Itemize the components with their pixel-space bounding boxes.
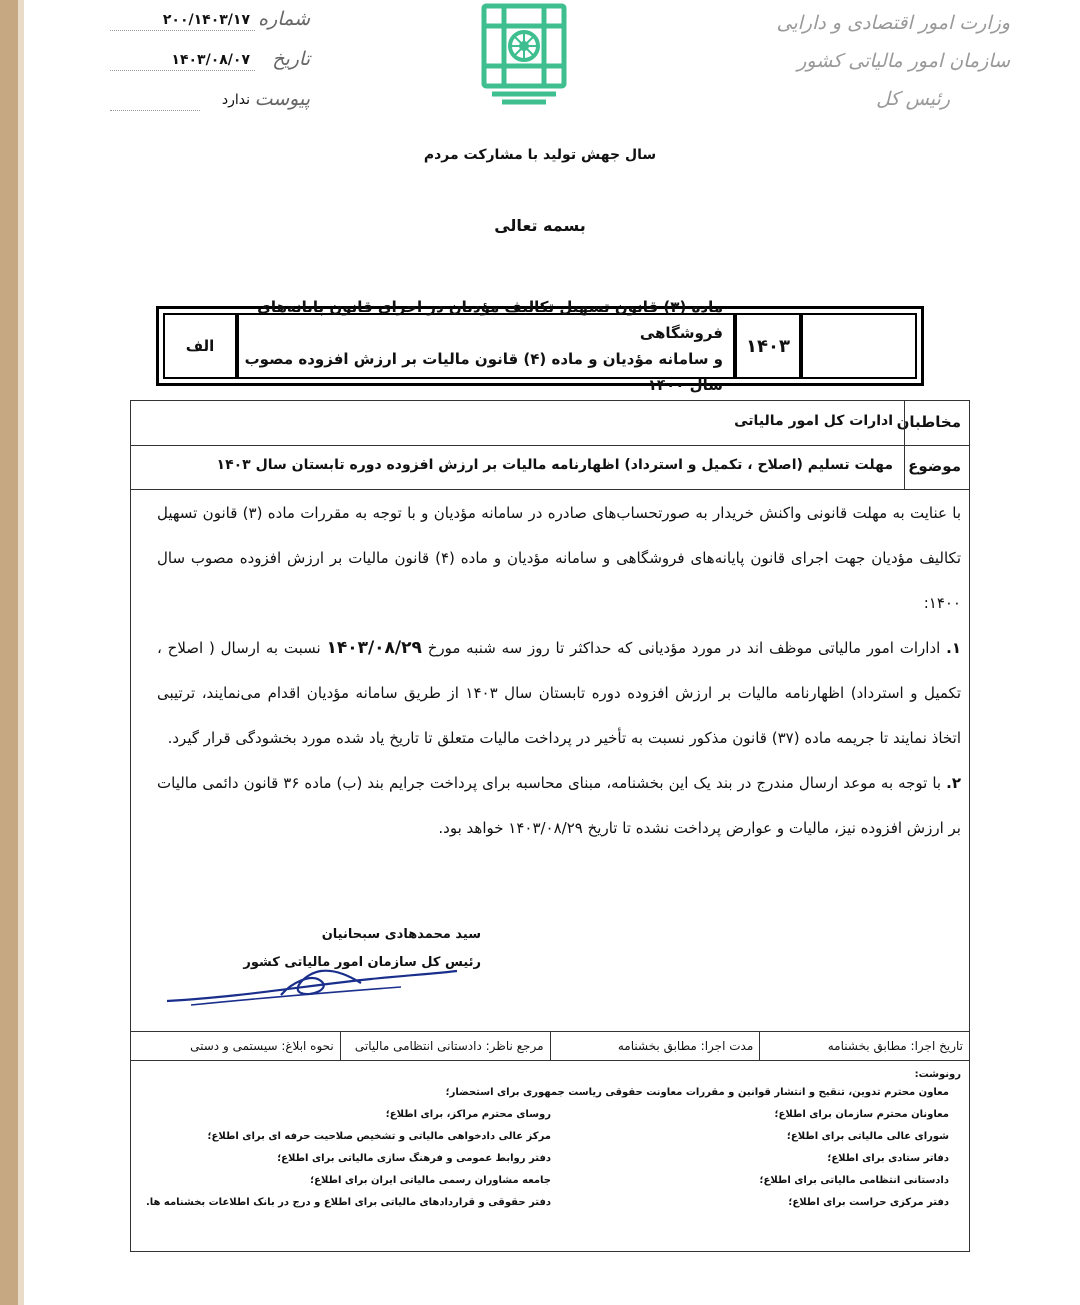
item-2-number: ۲.	[946, 774, 961, 792]
ministry-line: وزارت امور اقتصادی و دارایی	[776, 12, 1010, 34]
title-code: الف	[185, 337, 215, 355]
copy-recipient: دفاتر ستادی برای اطلاع؛	[827, 1153, 949, 1164]
letter-attachment-value: ندارد	[221, 92, 250, 108]
letter-date-label: تاریخ	[272, 48, 310, 70]
dotted-line	[110, 30, 255, 31]
subject-value: مهلت تسلیم (اصلاح ، تکمیل و استرداد) اظهارنامه مالیات بر ارزش افزوده دوره تابستان سال ۱۴۰۳	[216, 457, 893, 473]
copy-recipient: دفتر روابط عمومی و فرهنگ سازی مالیاتی برای اطلاع؛	[277, 1153, 551, 1164]
dotted-line	[110, 110, 200, 111]
copies-title: رونوشت:	[914, 1069, 961, 1080]
handwritten-signature-icon	[161, 943, 461, 1009]
copy-recipient: معاونان محترم سازمان برای اطلاع؛	[774, 1109, 949, 1120]
letter-number-row	[110, 8, 310, 48]
year-slogan: سال جهش تولید با مشارکت مردم	[423, 147, 657, 163]
item-1	[157, 626, 961, 761]
item-1-number: ۱.	[946, 639, 961, 657]
office-line: رئیس کل	[876, 88, 950, 110]
copy-recipient: معاون محترم تدوین، تنقیح و انتشار قوانین و مقررات معاونت حقوقی ریاست جمهوری برای استحضار؛	[445, 1087, 949, 1098]
item-1-text-b: نسبت به ارسال ( اصلاح ، تکمیل و استرداد) اظهارنامه مالیات بر ارزش افزوده دوره تابستان سال ۱۴۰۳ از طریق سامانه مؤدیان اقدام می‌نمایند، ترتیبی اتخاذ نمایند تا جریمه ماده (۳۷) قانون مذکور نسبت به تأخیر در پرداخت مالیات متعلق تا تاریخ یاد شده مورد بخشودگی قرار گیرد.	[157, 639, 961, 747]
signatory-title: رئیس کل سازمان امور مالیاتی کشور	[243, 955, 481, 970]
recipients-label: مخاطبان	[896, 413, 961, 431]
subject-row	[131, 445, 969, 490]
letter-attachment-row	[110, 88, 310, 128]
deadline-date: ۱۴۰۳/۰۸/۲۹	[326, 638, 422, 658]
title-text-line2: و سامانه مؤدیان و ماده (۴) قانون مالیات بر ارزش افزوده مصوب سال ۱۴۰۰	[244, 350, 723, 394]
cell-divider	[904, 401, 905, 445]
recipients-value: ادارات کل امور مالیاتی	[734, 413, 893, 429]
copy-recipient: مرکز عالی دادخواهی مالیاتی و تشخیص صلاحیت حرفه ای برای اطلاع؛	[207, 1131, 551, 1142]
subject-label: موضوع	[908, 457, 961, 475]
intro-paragraph: با عنایت به مهلت قانونی واکنش خریدار به صورتحساب‌های صادره در سامانه مؤدیان و با توجه به مقررات ماده (۳) قانون تسهیل تکالیف مؤدیان جهت اجرای قانون پایانه‌های فروشگاهی و سامانه مؤدیان و ماده (۴) قانون مالیات بر ارزش افزوده مصوب سال ۱۴۰۰:	[157, 504, 961, 612]
copy-recipient: جامعه مشاوران رسمی مالیاتی ایران برای اطلاع؛	[310, 1175, 551, 1186]
item-2-text: با توجه به موعد ارسال مندرج در بند یک این بخشنامه، مبنای محاسبه برای پرداخت جرایم بند (ب) ماده ۳۶ قانون دائمی مالیات بر ارزش افزوده نیز، مالیات و عوارض پرداخت نشده تا تاریخ ۱۴۰۳/۰۸/۲۹ خواهد بود.	[157, 774, 961, 837]
circular-body-box	[130, 400, 970, 1252]
title-blank-cell	[799, 315, 915, 377]
letter-number-value: ۲۰۰/۱۴۰۳/۱۷	[162, 12, 250, 28]
scan-edge-inner	[18, 0, 24, 1305]
copy-recipient: روسای محترم مراکز، برای اطلاع؛	[385, 1109, 551, 1120]
copy-recipient: شورای عالی مالیاتی برای اطلاع؛	[786, 1131, 949, 1142]
supervising-authority: مرجع ناظر: دادستانی انتظامی مالیاتی	[340, 1032, 550, 1060]
cell-divider	[904, 445, 905, 489]
organization-line: سازمان امور مالیاتی کشور	[797, 50, 1010, 72]
dotted-line	[110, 70, 255, 71]
title-text	[235, 298, 733, 394]
letter-number-label: شماره	[258, 8, 310, 30]
copy-recipient: دفتر حقوقی و قراردادهای مالیاتی برای اطلاع و درج در بانک اطلاعات بخشنامه ها.	[145, 1197, 551, 1208]
copy-recipient: دادستانی انتظامی مالیاتی برای اطلاع؛	[759, 1175, 949, 1186]
letter-attachment-label: پیوست	[254, 88, 310, 110]
title-year: ۱۴۰۳	[733, 315, 799, 377]
circular-text	[157, 491, 961, 851]
title-box	[156, 298, 924, 394]
bismillah: بسمه تعالی	[494, 216, 586, 235]
execution-duration: مدت اجرا: مطابق بخشنامه	[550, 1032, 760, 1060]
title-text-line1: ماده (۳) قانون تسهیل تکالیف مؤدیان در اجرای قانون پایانه‌های فروشگاهی	[257, 298, 723, 342]
notification-method: نحوه ابلاغ: سیستمی و دستی	[190, 1039, 334, 1053]
ministry-header	[750, 4, 1010, 118]
item-1-text-a: ادارات امور مالیاتی موظف اند در مورد مؤدیانی که حداکثر تا روز سه شنبه مورخ	[427, 639, 941, 657]
scan-edge	[0, 0, 18, 1305]
copy-recipient: دفتر مرکزی حراست برای اطلاع؛	[788, 1197, 949, 1208]
recipients-row	[131, 401, 969, 446]
item-2	[157, 761, 961, 851]
letter-date-row	[110, 48, 310, 88]
letter-meta	[110, 8, 310, 128]
signatory-name: سید محمدهادی سبحانیان	[321, 927, 481, 942]
execution-info-row	[131, 1031, 969, 1061]
letter-date-value: ۱۴۰۳/۰۸/۰۷	[171, 52, 250, 68]
tax-organization-emblem-icon	[478, 2, 570, 108]
execution-date: تاریخ اجرا: مطابق بخشنامه	[759, 1032, 969, 1060]
